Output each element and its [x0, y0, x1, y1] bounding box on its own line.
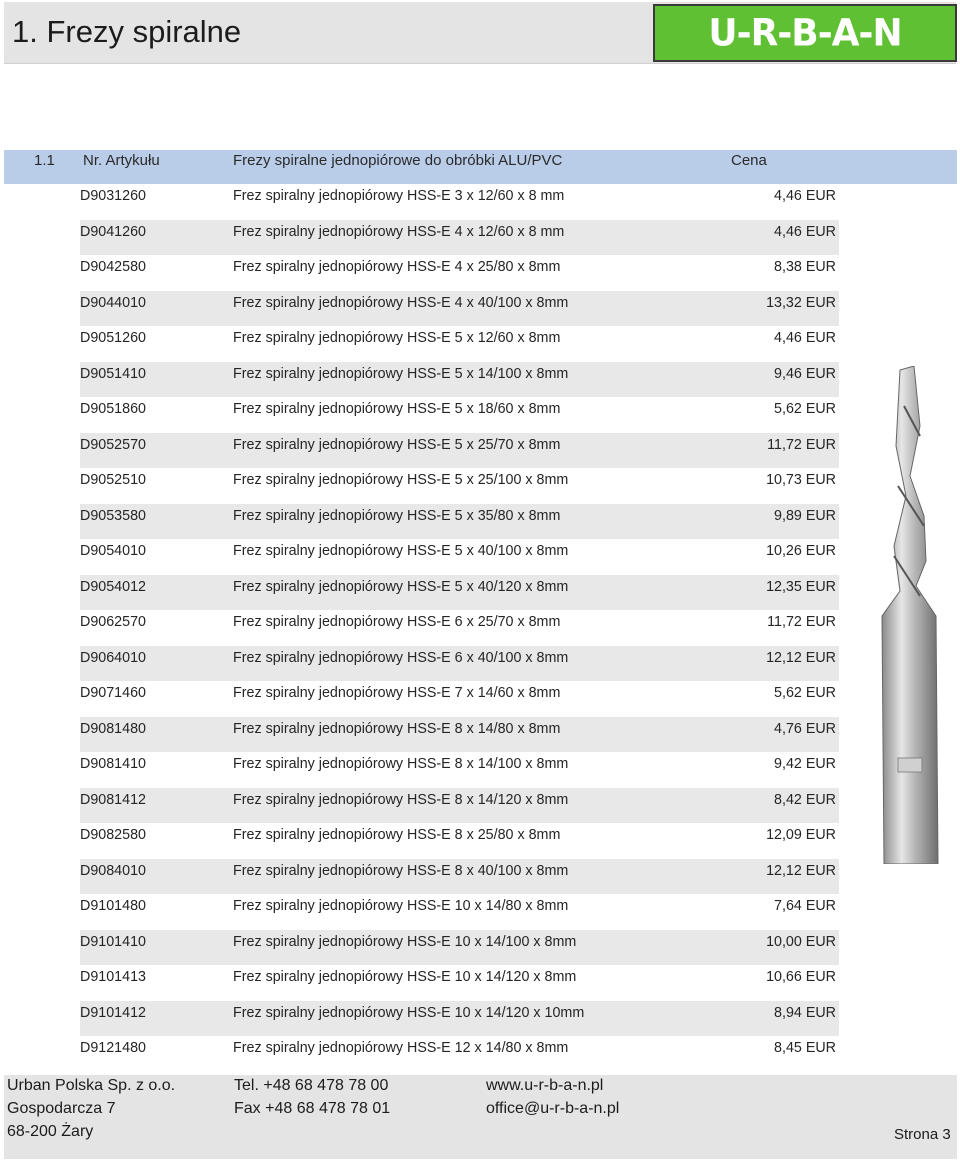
product-price: 5,62 EUR [774, 685, 836, 701]
product-description: Frez spiralny jednopiórowy HSS-E 5 x 40/120 x 8mm [233, 578, 569, 595]
product-description: Frez spiralny jednopiórowy HSS-E 8 x 40/100 x 8mm [233, 862, 569, 879]
article-code: D9051260 [80, 330, 146, 346]
article-code: D9082580 [80, 827, 146, 843]
article-code: D9084010 [80, 862, 146, 879]
article-code: D9064010 [80, 649, 146, 666]
product-description: Frez spiralny jednopiórowy HSS-E 7 x 14/60 x 8mm [233, 685, 561, 701]
company-city: 68-200 Żary [7, 1123, 94, 1140]
website-link[interactable]: www.u-r-b-a-n.pl [486, 1077, 604, 1094]
article-code: D9101413 [80, 969, 146, 985]
product-price: 4,46 EUR [774, 188, 836, 204]
article-code: D9081410 [80, 756, 146, 772]
product-description: Frez spiralny jednopiórowy HSS-E 6 x 40/100 x 8mm [233, 649, 569, 666]
column-header-article: Nr. Artykułu [83, 152, 160, 169]
product-price: 9,89 EUR [774, 507, 836, 524]
table-header [4, 150, 957, 184]
product-description: Frez spiralny jednopiórowy HSS-E 4 x 40/100 x 8mm [233, 294, 569, 311]
article-code: D9071460 [80, 685, 146, 701]
article-code: D9081480 [80, 720, 146, 737]
table-row [80, 752, 839, 788]
product-price: 8,38 EUR [774, 259, 836, 275]
product-description: Frez spiralny jednopiórowy HSS-E 10 x 14/120 x 8mm [233, 969, 577, 985]
product-price: 13,32 EUR [766, 294, 836, 311]
table-row [80, 362, 839, 398]
table-row [80, 823, 839, 859]
product-description: Frez spiralny jednopiórowy HSS-E 5 x 35/80 x 8mm [233, 507, 561, 524]
product-description: Frez spiralny jednopiórowy HSS-E 8 x 25/80 x 8mm [233, 827, 561, 843]
article-code: D9054012 [80, 578, 146, 595]
urban-logo [653, 4, 957, 62]
product-description: Frez spiralny jednopiórowy HSS-E 5 x 25/70 x 8mm [233, 436, 561, 453]
product-description: Frez spiralny jednopiórowy HSS-E 5 x 18/60 x 8mm [233, 401, 561, 417]
product-price: 10,00 EUR [766, 933, 836, 950]
table-row [80, 859, 839, 895]
company-name: Urban Polska Sp. z o.o. [7, 1077, 176, 1094]
table-row [80, 184, 839, 220]
product-price: 12,35 EUR [766, 578, 836, 595]
fax-number: Fax +48 68 478 78 01 [234, 1100, 391, 1117]
article-code: D9101480 [80, 898, 146, 914]
product-price: 10,73 EUR [766, 472, 836, 488]
table-row [80, 646, 839, 682]
article-code: D9031260 [80, 188, 146, 204]
product-description: Frez spiralny jednopiórowy HSS-E 5 x 12/60 x 8mm [233, 330, 561, 346]
phone-number: Tel. +48 68 478 78 00 [234, 1077, 389, 1094]
table-row [80, 468, 839, 504]
product-description: Frez spiralny jednopiórowy HSS-E 10 x 14/80 x 8mm [233, 898, 569, 914]
product-price: 10,66 EUR [766, 969, 836, 985]
company-street: Gospodarcza 7 [7, 1100, 116, 1117]
table-row [80, 894, 839, 930]
product-price: 4,46 EUR [774, 330, 836, 346]
table-row [80, 291, 839, 327]
table-row [80, 788, 839, 824]
article-code: D9052570 [80, 436, 146, 453]
table-row [80, 717, 839, 753]
table-row [80, 326, 839, 362]
product-price: 11,72 EUR [767, 436, 836, 453]
page-number: Strona 3 [894, 1126, 951, 1143]
header-bar [4, 2, 956, 64]
footer [4, 1075, 957, 1159]
product-price: 12,09 EUR [766, 827, 836, 843]
page-title: 1. Frezy spiralne [12, 14, 242, 49]
section-number: 1.1 [34, 152, 55, 169]
column-header-price: Cena [731, 152, 767, 169]
table-row [80, 433, 839, 469]
product-description: Frez spiralny jednopiórowy HSS-E 8 x 14/80 x 8mm [233, 720, 561, 737]
table-row [80, 539, 839, 575]
table-row [80, 504, 839, 540]
product-price: 11,72 EUR [767, 614, 836, 630]
product-description: Frez spiralny jednopiórowy HSS-E 5 x 14/100 x 8mm [233, 365, 569, 382]
article-code: D9042580 [80, 259, 146, 275]
product-description: Frez spiralny jednopiórowy HSS-E 12 x 14/80 x 8mm [233, 1040, 569, 1056]
table-row [80, 220, 839, 256]
product-price: 10,26 EUR [766, 543, 836, 559]
product-price: 8,45 EUR [774, 1040, 836, 1056]
product-description: Frez spiralny jednopiórowy HSS-E 5 x 25/100 x 8mm [233, 472, 569, 488]
article-code: D9081412 [80, 791, 146, 808]
product-price: 12,12 EUR [766, 862, 836, 879]
logo-text: U-R-B-A-N [708, 11, 902, 55]
product-price: 12,12 EUR [766, 649, 836, 666]
product-description: Frez spiralny jednopiórowy HSS-E 6 x 25/70 x 8mm [233, 614, 561, 630]
table-row [80, 397, 839, 433]
article-code: D9053580 [80, 507, 146, 524]
table-row [80, 930, 839, 966]
email-link[interactable]: office@u-r-b-a-n.pl [486, 1100, 620, 1117]
product-description: Frez spiralny jednopiórowy HSS-E 4 x 12/60 x 8 mm [233, 223, 565, 240]
product-price: 9,46 EUR [774, 365, 836, 382]
product-description: Frez spiralny jednopiórowy HSS-E 3 x 12/60 x 8 mm [233, 188, 565, 204]
product-price: 4,76 EUR [774, 720, 836, 737]
product-price: 9,42 EUR [774, 756, 836, 772]
product-table [80, 184, 839, 1072]
article-code: D9101410 [80, 933, 146, 950]
product-description: Frez spiralny jednopiórowy HSS-E 8 x 14/120 x 8mm [233, 791, 569, 808]
article-code: D9101412 [80, 1004, 146, 1021]
product-description: Frez spiralny jednopiórowy HSS-E 5 x 40/100 x 8mm [233, 543, 569, 559]
product-price: 4,46 EUR [774, 223, 836, 240]
article-code: D9044010 [80, 294, 146, 311]
article-code: D9121480 [80, 1040, 146, 1056]
table-row [80, 965, 839, 1001]
product-price: 8,42 EUR [774, 791, 836, 808]
product-price: 5,62 EUR [774, 401, 836, 417]
article-code: D9062570 [80, 614, 146, 630]
table-row [80, 575, 839, 611]
product-description: Frez spiralny jednopiórowy HSS-E 10 x 14/120 x 10mm [233, 1004, 585, 1021]
article-code: D9051860 [80, 401, 146, 417]
end-mill-photo [880, 366, 940, 864]
column-header-description: Frezy spiralne jednopiórowe do obróbki ALU/PVC [233, 152, 563, 169]
table-row [80, 681, 839, 717]
article-code: D9051410 [80, 365, 146, 382]
table-row [80, 1001, 839, 1037]
article-code: D9054010 [80, 543, 146, 559]
table-row [80, 255, 839, 291]
article-code: D9052510 [80, 472, 146, 488]
table-row [80, 1036, 839, 1072]
product-description: Frez spiralny jednopiórowy HSS-E 8 x 14/100 x 8mm [233, 756, 569, 772]
product-price: 8,94 EUR [774, 1004, 836, 1021]
product-description: Frez spiralny jednopiórowy HSS-E 10 x 14/100 x 8mm [233, 933, 577, 950]
table-row [80, 610, 839, 646]
product-description: Frez spiralny jednopiórowy HSS-E 4 x 25/80 x 8mm [233, 259, 561, 275]
product-price: 7,64 EUR [774, 898, 836, 914]
article-code: D9041260 [80, 223, 146, 240]
